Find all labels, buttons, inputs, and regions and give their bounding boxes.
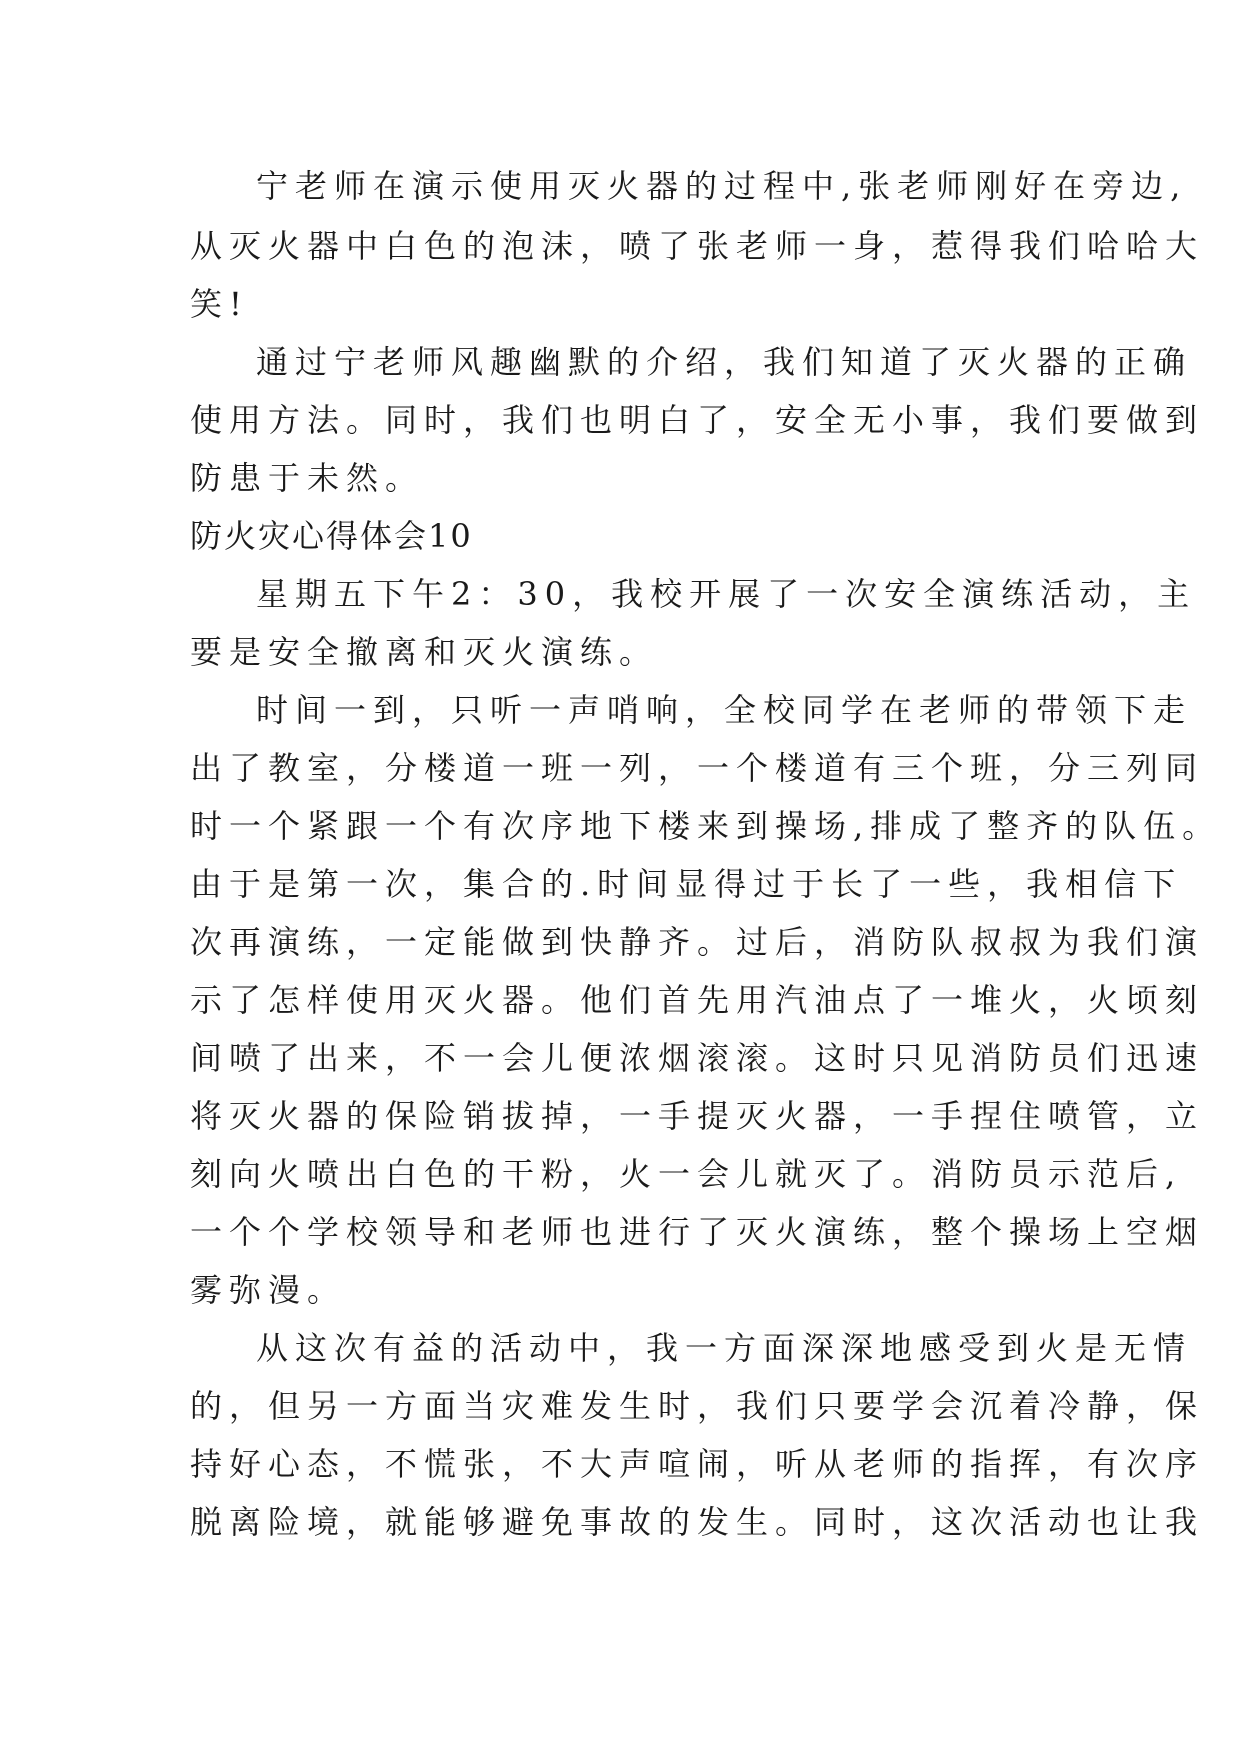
- paragraph-line: 使用方法。同时，我们也明白了，安全无小事，我们要做到: [190, 401, 1205, 439]
- paragraph-line: 时间一到，只听一声哨响，全校同学在老师的带领下走: [256, 691, 1193, 729]
- paragraph-line: 出了教室，分楼道一班一列，一个楼道有三个班，分三列同: [190, 749, 1205, 787]
- paragraph-line: 笑!: [190, 285, 249, 323]
- paragraph-line: 脱离险境，就能够避免事故的发生。同时，这次活动也让我: [190, 1503, 1205, 1541]
- paragraph-line: 示了怎样使用灭火器。他们首先用汽油点了一堆火，火顷刻: [190, 981, 1205, 1019]
- paragraph-line: 的，但另一方面当灾难发生时，我们只要学会沉着冷静，保: [190, 1387, 1205, 1425]
- paragraph-line: 次再演练，一定能做到快静齐。过后，消防队叔叔为我们演: [190, 923, 1205, 961]
- paragraph-line: 时一个紧跟一个有次序地下楼来到操场,排成了整齐的队伍。: [190, 807, 1222, 845]
- paragraph-line: 将灭火器的保险销拔掉，一手提灭火器，一手捏住喷管，立: [190, 1097, 1205, 1135]
- paragraph-line: 间喷了出来，不一会儿便浓烟滚滚。这时只见消防员们迅速: [190, 1039, 1205, 1077]
- section-heading: 防火灾心得体会10: [190, 517, 473, 555]
- paragraph-line: 一个个学校领导和老师也进行了灭火演练，整个操场上空烟: [190, 1213, 1205, 1251]
- paragraph-line: 星期五下午2：30，我校开展了一次安全演练活动，主: [256, 575, 1197, 613]
- paragraph-line: 通过宁老师风趣幽默的介绍，我们知道了灭火器的正确: [256, 343, 1193, 381]
- paragraph-line: 由于是第一次，集合的.时间显得过于长了一些，我相信下: [190, 865, 1183, 903]
- paragraph-line: 防患于未然。: [190, 459, 425, 497]
- paragraph-line: 要是安全撤离和灭火演练。: [190, 633, 659, 671]
- paragraph-line: 持好心态，不慌张，不大声喧闹，听从老师的指挥，有次序: [190, 1445, 1205, 1483]
- paragraph-line: 雾弥漫。: [190, 1271, 347, 1309]
- paragraph-line: 宁老师在演示使用灭火器的过程中,张老师刚好在旁边,: [256, 167, 1188, 205]
- paragraph-line: 刻向火喷出白色的干粉，火一会儿就灭了。消防员示范后,: [190, 1155, 1183, 1193]
- paragraph-line: 从灭火器中白色的泡沫，喷了张老师一身，惹得我们哈哈大: [190, 227, 1205, 265]
- paragraph-line: 从这次有益的活动中，我一方面深深地感受到火是无情: [256, 1329, 1193, 1367]
